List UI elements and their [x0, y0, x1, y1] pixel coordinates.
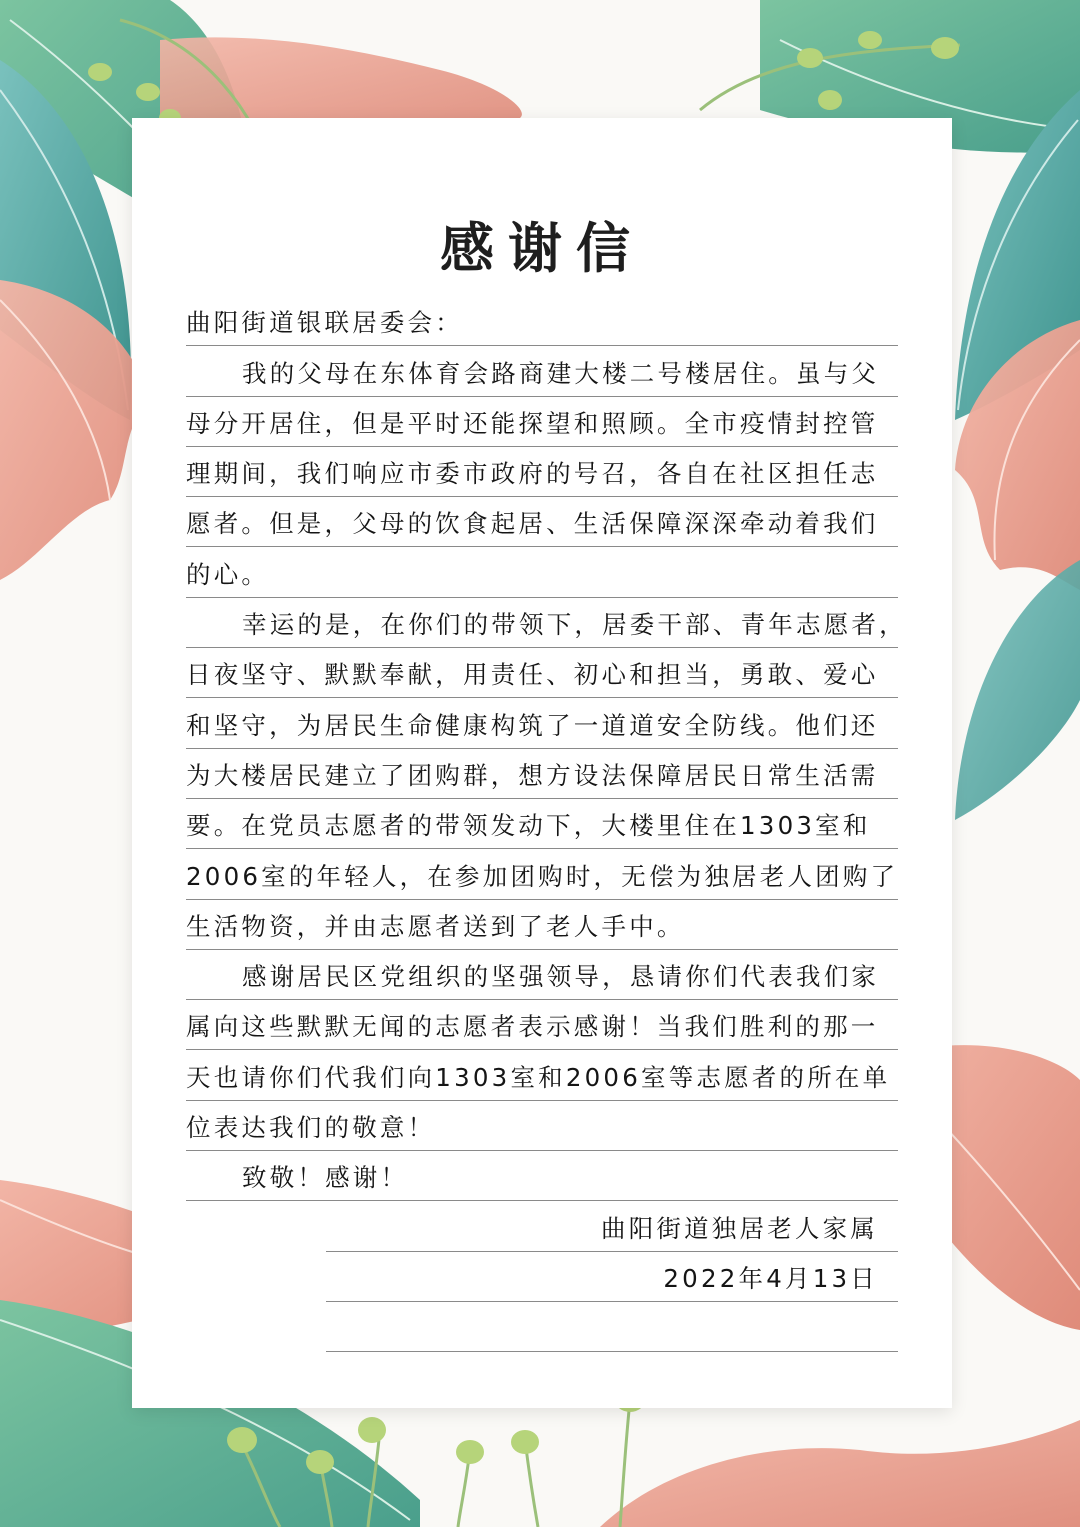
- body-text: 生活物资，并由志愿者送到了老人手中。: [186, 911, 685, 941]
- body-line: [186, 397, 898, 447]
- body-line: [186, 900, 898, 950]
- closing-line: [186, 1151, 898, 1201]
- body-line: [186, 547, 898, 597]
- body-text: 日夜坚守、默默奉献，用责任、初心和担当，勇敢、爱心: [186, 660, 879, 690]
- body-line: [186, 598, 907, 648]
- body-text: 和坚守，为居民生命健康构筑了一道道安全防线。他们还: [186, 710, 879, 740]
- leaf-right-green: [955, 560, 1080, 820]
- body-text: 为大楼居民建立了团购群，想方设法保障居民日常生活需: [186, 760, 879, 790]
- body-text: 理期间，我们响应市委市政府的号召，各自在社区担任志: [186, 459, 879, 489]
- body-line: [186, 950, 898, 1000]
- body-line: [186, 497, 898, 547]
- date-line: [326, 1252, 898, 1302]
- letter-date: 2022年4月13日: [663, 1263, 878, 1293]
- body-line: [186, 849, 898, 899]
- body-text: 我的父母在东体育会路商建大楼二号楼居住。虽与父: [242, 358, 880, 388]
- body-line: [186, 749, 898, 799]
- body-line: [186, 648, 898, 698]
- body-line: [186, 1101, 898, 1151]
- body-line: [186, 447, 898, 497]
- body-line: [186, 799, 898, 849]
- closing-text: 致敬！感谢！: [242, 1163, 409, 1193]
- body-line: [186, 346, 898, 396]
- signature: 曲阳街道独居老人家属: [601, 1213, 878, 1243]
- body-text: 愿者。但是，父母的饮食起居、生活保障深深牵动着我们: [186, 509, 879, 539]
- body-text: 感谢居民区党组织的坚强领导，恳请你们代表我们家: [242, 962, 880, 992]
- signature-line: [326, 1201, 898, 1251]
- letter-body: [186, 296, 907, 1352]
- body-line: [186, 698, 898, 748]
- body-text: 位表达我们的敬意！: [186, 1113, 436, 1143]
- body-text: 2006室的年轻人，在参加团购时，无偿为独居老人团购了: [186, 861, 899, 891]
- body-text: 的心。: [186, 559, 270, 589]
- salutation-line: [186, 296, 898, 346]
- body-text: 幸运的是，在你们的带领下，居委干部、青年志愿者，: [242, 610, 907, 640]
- letter-title: 感谢信: [440, 216, 644, 280]
- body-text: 天也请你们代我们向1303室和2006室等志愿者的所在单: [186, 1062, 891, 1092]
- body-text: 要。在党员志愿者的带领发动下，大楼里住在1303室和: [186, 811, 871, 841]
- body-text: 母分开居住，但是平时还能探望和照顾。全市疫情封控管: [186, 408, 879, 438]
- body-line: [186, 1000, 898, 1050]
- body-line: [186, 1050, 898, 1100]
- blank-line: [326, 1302, 898, 1352]
- body-text: 属向这些默默无闻的志愿者表示感谢！当我们胜利的那一: [186, 1012, 879, 1042]
- salutation: 曲阳街道银联居委会：: [186, 308, 463, 338]
- leaf-top-pink: [160, 37, 522, 118]
- leaf-bottom-pink: [600, 1420, 1080, 1527]
- letter-paper: [132, 118, 952, 1408]
